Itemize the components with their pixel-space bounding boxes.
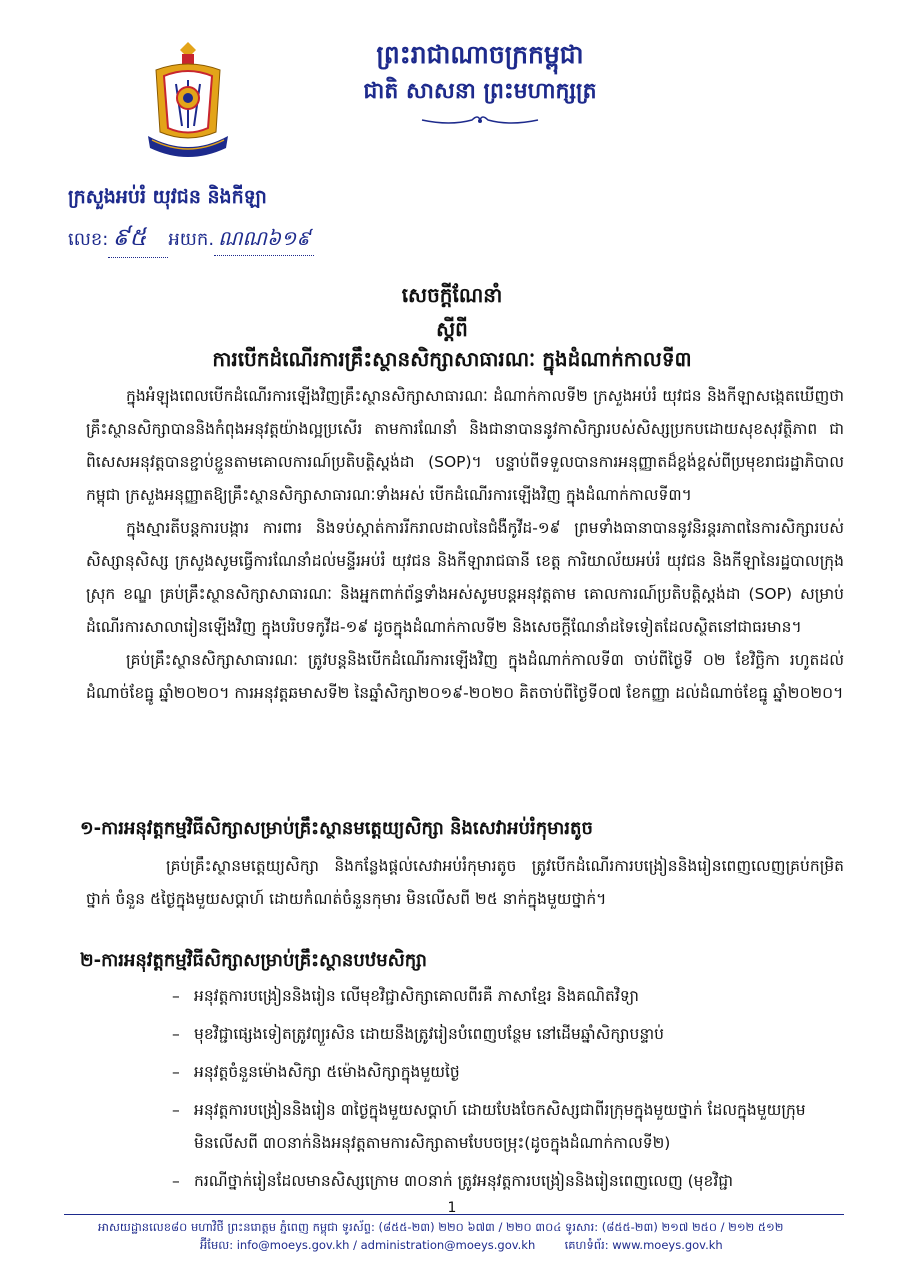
kingdom-header	[300, 38, 660, 128]
ref-number: ៩៥	[108, 222, 168, 258]
website-link[interactable]: www.moeys.gov.kh	[612, 1238, 723, 1252]
reference-line	[68, 222, 314, 258]
ref-label: លេខ:	[68, 229, 109, 250]
list-item: – មុខវិជ្ជាផ្សេងទៀតត្រូវព្យួរសិន ដោយនឹងត្រូវរៀនបំពេញបន្ថែម នៅដើមឆ្នាំសិក្សាបន្ទាប់	[172, 1018, 848, 1051]
section-2-heading: ២-ការអនុវត្តកម្មវិធីសិក្សាសម្រាប់គ្រឹះស្ថានបឋមសិក្សា	[80, 950, 427, 971]
document-type: សេចក្តីណែនាំ	[401, 283, 503, 307]
paragraph: ក្នុងអំឡុងពេលបើកដំណើរការឡើងវិញគ្រឹះស្ថានសិក្សាសាធារណៈ ដំណាក់កាលទី២ ក្រសួងអប់រំ យុវជន និងកីឡាសង្កេតឃើញថា គ្រឹះស្ថានសិក្សាបាននិងកំពុងអនុវត្តយ៉ាងល្អប្រសើរ តាមការណែនាំ និងជានាបាននូវកាសិក្សារបស់សិស្សប្រកបដោយសុខសុវត្ថិភាព ជាពិសេសអនុវត្តបានខ្ជាប់ខ្ជួនតាមគោលការណ៍ប្រតិបត្តិស្តង់ដា (SOP)។ បន្ទាប់ពីទទួលបានការអនុញ្ញាតដ៏ខ្ពង់ខ្ពស់ពីប្រមុខរាជរដ្ឋាភិបាលកម្ពុជា ក្រសួងអនុញ្ញាតឱ្យគ្រឹះស្ថានសិក្សាសាធារណៈទាំងអស់ បើកដំណើរការឡើងវិញ ក្នុងដំណាក់កាលទី៣។	[86, 387, 844, 504]
list-item: – អនុវត្តការបង្រៀននិងរៀន លើមុខវិជ្ជាសិក្សាគោលពីរគឺ ភាសាខ្មែរ និងគណិតវិទ្យា	[172, 980, 848, 1013]
list-item: – អនុវត្តចំនួនម៉ោងសិក្សា ៥ម៉ោងសិក្សាក្នុងមួយថ្ងៃ	[172, 1056, 848, 1089]
section-2-list	[172, 980, 848, 1203]
document-body	[86, 380, 844, 710]
website-label: គេហទំព័រ:	[564, 1238, 609, 1252]
ref-suffix-label: អយក.	[168, 229, 215, 250]
list-item: – ករណីថ្នាក់រៀនដែលមានសិស្សក្រោម ៣០នាក់ ត្រូវអនុវត្តការបង្រៀននិងរៀនពេញលេញ (មុខវិជ្ជា	[172, 1165, 848, 1198]
section-1-heading: ១-ការអនុវត្តកម្មវិធីសិក្សាសម្រាប់គ្រឹះស្ថានមត្តេយ្យសិក្សា និងសេវាអប់រំកុមារតូច	[80, 818, 593, 839]
document-subject: ការបើកដំណើរការគ្រឹះស្ថានសិក្សាសាធារណៈ ក្នុងដំណាក់កាលទី៣	[212, 347, 692, 371]
email-label: អ៊ីមែល:	[200, 1238, 234, 1252]
ministry-name: ក្រសួងអប់រំ យុវជន និងកីឡា	[68, 186, 267, 208]
email-link[interactable]: info@moeys.gov.kh / administration@moeys.gov.kh	[236, 1238, 536, 1252]
document-about: ស្តីពី	[436, 317, 468, 341]
footer-contact	[200, 1238, 800, 1255]
ministry-emblem-icon	[138, 40, 238, 168]
kingdom-motto: ជាតិ សាសនា ព្រះមហាក្សត្រ	[363, 79, 597, 104]
section-1-body: គ្រប់គ្រឹះស្ថានមត្តេយ្យសិក្សា និងកន្លែងផ្តល់សេវាអប់រំកុមារតូច ត្រូវបើកដំណើរការបង្រៀននិងរៀនពេញលេញគ្រប់កម្រិតថ្នាក់ ចំនួន ៥ថ្ងៃក្នុងមួយសប្តាហ៍ ដោយកំណត់ចំនួនកុមារ មិនលើសពី ២៥ នាក់ក្នុងមួយថ្នាក់។	[86, 857, 844, 908]
paragraph: គ្រប់គ្រឹះស្ថានសិក្សាសាធារណៈ ត្រូវបន្តនិងបើកដំណើរការឡើងវិញ ក្នុងដំណាក់កាលទី៣ ចាប់ពីថ្ងៃទី ០២ ខែវិច្ឆិកា រហូតដល់ដំណាច់ខែធ្នូ ឆ្នាំ២០២០។ ការអនុវត្តឆមាសទី២ នៃឆ្នាំសិក្សា២០១៩-២០២០ គិតចាប់ពីថ្ងៃទី០៧ ខែកញ្ញា ដល់ដំណាច់ខែធ្នូ ឆ្នាំ២០២០។	[86, 651, 844, 702]
footer-address: អាសយដ្ឋានលេខ៨០ មហាវិថី ព្រះនរោត្តម ភ្នំពេញ កម្ពុជា ទូរស័ព្ទ: (៨៥៥-២៣) ២២០ ៦៧៣ / ២២០ ៣០៤ ទូរសារ: (៨៥៥-២៣) ២១៧ ២៥០ / ២១២ ៥១២	[98, 1220, 784, 1234]
ref-suffix: ណណ៦១៩	[214, 225, 314, 256]
paragraph: ក្នុងស្មារតីបន្តការបង្ការ ការពារ និងទប់ស្កាត់ការរីករាលដាលនៃជំងឺកូវីដ-១៩ ព្រមទាំងធានាបាននូវនិរន្តរភាពនៃការសិក្សារបស់សិស្សានុសិស្ស ក្រសួងសូមធ្វើការណែនាំដល់មន្ទីរអប់រំ យុវជន និងកីឡារាជធានី ខេត្ត ការិយាល័យអប់រំ យុវជន និងកីឡានៃរដ្ឋបាលក្រុង ស្រុក ខណ្ឌ គ្រប់គ្រឹះស្ថានសិក្សាសាធារណៈ និងអ្នកពាក់ព័ន្ធទាំងអស់សូមបន្តអនុវត្តតាម គោលការណ៍ប្រតិបត្តិស្តង់ដា (SOP) សម្រាប់ដំណើរការសាលារៀនឡើងវិញ ក្នុងបរិបទកូវីដ-១៩ ដូចក្នុងដំណាក់កាលទី២ និងសេចក្តីណែនាំដទៃទៀតដែលស្ថិតនៅជាធរមាន។	[86, 519, 844, 636]
list-item: – អនុវត្តការបង្រៀននិងរៀន ៣ថ្ងៃក្នុងមួយសប្តាហ៍ ដោយបែងចែកសិស្សជាពីរក្រុមក្នុងមួយថ្នាក់ ដែលក្នុងមួយក្រុមមិនលើសពី ៣០នាក់និងអនុវត្តតាមការសិក្សាតាមបែបចម្រុះ(ដូចក្នុងដំណាក់កាលទី២)	[172, 1094, 848, 1160]
page-number: 1	[447, 1200, 457, 1216]
footer-divider	[64, 1214, 844, 1215]
ornament-divider-icon	[420, 112, 540, 128]
kingdom-title: ព្រះរាជាណាចក្រកម្ពុជា	[376, 40, 584, 69]
